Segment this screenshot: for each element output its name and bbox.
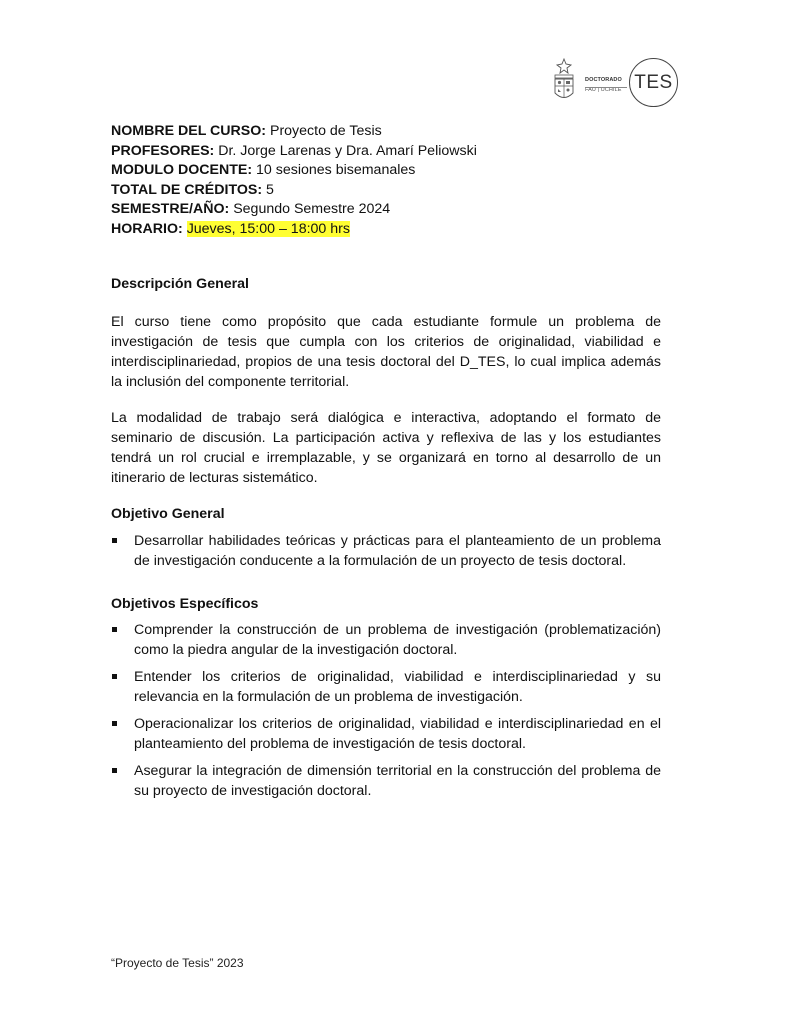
list-item [111,714,661,754]
semestre-label: SEMESTRE/AÑO: [111,201,230,217]
horario-row [111,220,671,240]
tes-logo: TES [629,58,678,107]
header-logo [553,58,683,110]
list-item [111,667,661,707]
descripcion-paragraph-1: El curso tiene como propósito que cada estudiante formule un problema de investigación de tesis que cumpla con los criterios de originalidad, viabilidad e interdisciplinariedad, propios de una tesis doctoral del D_TES, lo cual implica además la inclusión del componente territorial. [111,314,661,390]
list-item [111,620,661,660]
logo-divider [585,87,627,88]
objetivo-general-heading: Objetivo General [111,506,225,522]
list-item-text: Asegurar la integración de dimensión territorial en la construcción del problema de su proyecto de investigación doctoral. [134,763,661,799]
creditos-label: TOTAL DE CRÉDITOS: [111,181,263,198]
objetivos-especificos-heading: Objetivos Específicos [111,596,259,612]
bullet-square-icon [112,674,117,679]
list-item-text: Comprender la construcción de un problema de investigación (problematización) como la piedra angular de la investigación doctoral. [134,622,661,658]
page-footer: “Proyecto de Tesis” 2023 [111,956,244,970]
descripcion-heading: Descripción General [111,276,249,292]
logo-faculty: FAU | UCHILE [585,87,622,94]
profesores-row [111,142,671,162]
course-name-label: NOMBRE DEL CURSO: [111,123,267,139]
modulo-value: 10 sesiones bisemanales [256,162,416,178]
university-seal-icon [553,58,575,104]
list-item-text: Desarrollar habilidades teóricas y prácticas para el planteamiento de un problema de investigación conducente a la formulación de un proyecto de tesis doctoral. [134,533,661,569]
bullet-square-icon [112,721,117,726]
horario-value-highlighted: Jueves, 15:00 – 18:00 hrs [186,220,350,237]
course-name-value: Proyecto de Tesis [269,123,382,139]
horario-label: HORARIO: [111,220,183,237]
semestre-value: Segundo Semestre 2024 [233,201,391,217]
creditos-row [111,181,671,201]
profesores-label: PROFESORES: [111,142,215,159]
list-item-text: Entender los criterios de originalidad, viabilidad e interdisciplinariedad y su relevancia en la formulación de un problema de investigación. [134,669,661,705]
objetivos-especificos-list [111,620,661,808]
bullet-square-icon [112,768,117,773]
list-item [111,531,661,571]
modulo-label: MODULO DOCENTE: [111,162,253,178]
objetivo-general-list [111,531,661,578]
profesores-value: Dr. Jorge Larenas y Dra. Amarí Peliowski [218,142,477,159]
creditos-value: 5 [266,181,274,198]
semestre-row [111,200,671,220]
logo-program-name: DOCTORADO [585,77,622,83]
list-item-text: Operacionalizar los criterios de originalidad, viabilidad e interdisciplinariedad en el planteamiento del problema de investigación de tesis doctoral. [134,716,661,752]
bullet-square-icon [112,538,117,543]
descripcion-paragraph-2: La modalidad de trabajo será dialógica e interactiva, adoptando el formato de seminario de discusión. La participación activa y reflexiva de las y los estudiantes tendrá un rol crucial e irremplazable, y se organizará en torno al desarrollo de un itinerario de lecturas sistemático. [111,410,661,486]
modulo-row [111,161,671,181]
course-name-row [111,122,671,142]
bullet-square-icon [112,627,117,632]
course-info [111,122,671,239]
list-item [111,761,661,801]
